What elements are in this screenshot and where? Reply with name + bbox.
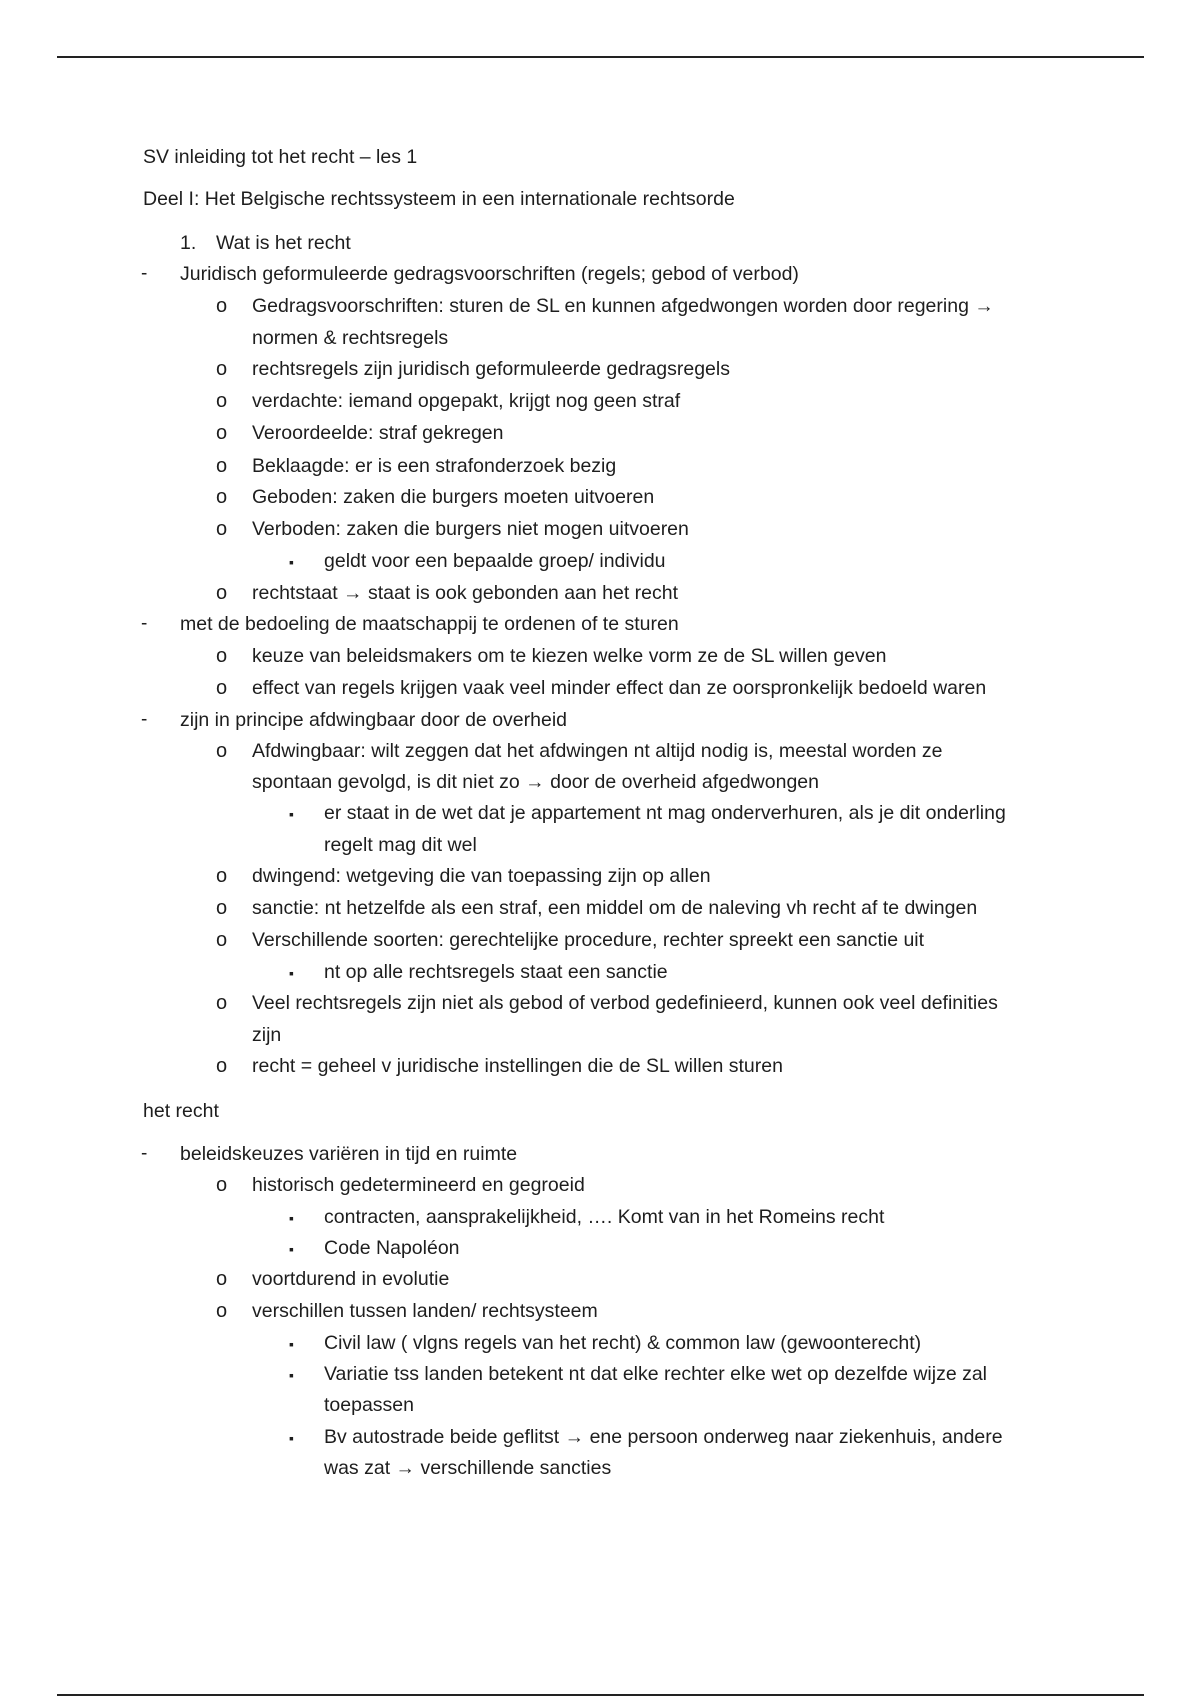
circle-bullet: o	[216, 390, 228, 412]
dash-bullet: -	[141, 263, 148, 284]
list-item: Veroordeelde: straf gekregen	[252, 422, 504, 444]
circle-bullet: o	[216, 422, 228, 444]
footer-rule	[57, 1694, 1144, 1696]
list-item: geldt voor een bepaalde groep/ individu	[324, 550, 666, 572]
list-item: zijn in principe afdwingbaar door de overheid	[180, 709, 567, 731]
circle-bullet: o	[216, 1174, 228, 1196]
list-item: Verschillende soorten: gerechtelijke procedure, rechter spreekt een sanctie uit	[252, 929, 925, 951]
square-bullet: ▪	[289, 554, 294, 570]
part-heading: Deel I: Het Belgische rechtssysteem in een internationale rechtsorde	[143, 188, 735, 210]
list-item: rechtstaat → staat is ook gebonden aan het recht	[252, 582, 679, 604]
subheading: het recht	[143, 1100, 219, 1122]
circle-bullet: o	[216, 1055, 228, 1077]
circle-bullet: o	[216, 455, 228, 477]
circle-bullet: o	[216, 992, 228, 1014]
square-bullet: ▪	[289, 806, 294, 822]
dash-bullet: -	[141, 613, 148, 634]
list-item: rechtsregels zijn juridisch geformuleerde gedragsregels	[252, 358, 730, 380]
dash-bullet: -	[141, 709, 148, 730]
document-title: SV inleiding tot het recht – les 1	[143, 146, 418, 168]
header-rule	[57, 56, 1144, 58]
circle-bullet: o	[216, 740, 228, 762]
circle-bullet: o	[216, 582, 228, 604]
list-item: Code Napoléon	[324, 1237, 460, 1259]
circle-bullet: o	[216, 1268, 228, 1290]
list-item: historisch gedetermineerd en gegroeid	[252, 1174, 585, 1196]
list-item-continuation: was zat → verschillende sancties	[324, 1457, 612, 1479]
square-bullet: ▪	[289, 1241, 294, 1257]
list-item: contracten, aansprakelijkheid, …. Komt van in het Romeins recht	[324, 1206, 885, 1228]
list-item: Beklaagde: er is een strafonderzoek bezig	[252, 455, 617, 477]
square-bullet: ▪	[289, 1336, 294, 1352]
list-item: Verboden: zaken die burgers niet mogen uitvoeren	[252, 518, 689, 540]
list-item: Afdwingbaar: wilt zeggen dat het afdwingen nt altijd nodig is, meestal worden ze	[252, 740, 943, 762]
square-bullet: ▪	[289, 965, 294, 981]
square-bullet: ▪	[289, 1210, 294, 1226]
square-bullet: ▪	[289, 1367, 294, 1383]
list-item: er staat in de wet dat je appartement nt mag onderverhuren, als je dit onderling	[324, 802, 1006, 824]
list-item: Bv autostrade beide geflitst → ene persoon onderweg naar ziekenhuis, andere	[324, 1426, 1003, 1448]
list-item: nt op alle rechtsregels staat een sanctie	[324, 961, 668, 983]
list-item-continuation: normen & rechtsregels	[252, 327, 449, 349]
list-item: Gedragsvoorschriften: sturen de SL en kunnen afgedwongen worden door regering →	[252, 295, 994, 317]
list-item: effect van regels krijgen vaak veel minder effect dan ze oorspronkelijk bedoeld waren	[252, 677, 987, 699]
circle-bullet: o	[216, 677, 228, 699]
circle-bullet: o	[216, 518, 228, 540]
list-item: Veel rechtsregels zijn niet als gebod of verbod gedefinieerd, kunnen ook veel definities	[252, 992, 998, 1014]
circle-bullet: o	[216, 897, 228, 919]
list-item: voortdurend in evolutie	[252, 1268, 450, 1290]
dash-bullet: -	[141, 1143, 148, 1164]
list-item: verdachte: iemand opgepakt, krijgt nog geen straf	[252, 390, 681, 412]
list-item: Juridisch geformuleerde gedragsvoorschriften (regels; gebod of verbod)	[180, 263, 799, 285]
section-number: 1.	[180, 232, 197, 254]
list-item: Variatie tss landen betekent nt dat elke rechter elke wet op dezelfde wijze zal	[324, 1363, 988, 1385]
list-item-continuation: regelt mag dit wel	[324, 834, 477, 856]
list-item: sanctie: nt hetzelfde als een straf, een middel om de naleving vh recht af te dwingen	[252, 897, 978, 919]
list-item: beleidskeuzes variëren in tijd en ruimte	[180, 1143, 518, 1165]
list-item: Civil law ( vlgns regels van het recht) & common law (gewoonterecht)	[324, 1332, 922, 1354]
circle-bullet: o	[216, 1300, 228, 1322]
square-bullet: ▪	[289, 1430, 294, 1446]
list-item: verschillen tussen landen/ rechtsysteem	[252, 1300, 598, 1322]
circle-bullet: o	[216, 295, 228, 317]
circle-bullet: o	[216, 358, 228, 380]
list-item: met de bedoeling de maatschappij te ordenen of te sturen	[180, 613, 679, 635]
circle-bullet: o	[216, 645, 228, 667]
list-item-continuation: zijn	[252, 1024, 282, 1046]
circle-bullet: o	[216, 929, 228, 951]
circle-bullet: o	[216, 486, 228, 508]
circle-bullet: o	[216, 865, 228, 887]
list-item: dwingend: wetgeving die van toepassing zijn op allen	[252, 865, 711, 887]
list-item-continuation: toepassen	[324, 1394, 414, 1416]
list-item: keuze van beleidsmakers om te kiezen welke vorm ze de SL willen geven	[252, 645, 887, 667]
list-item-continuation: spontaan gevolgd, is dit niet zo → door de overheid afgedwongen	[252, 771, 819, 793]
list-item: recht = geheel v juridische instellingen die de SL willen sturen	[252, 1055, 783, 1077]
section-title: Wat is het recht	[216, 232, 351, 254]
list-item: Geboden: zaken die burgers moeten uitvoeren	[252, 486, 655, 508]
